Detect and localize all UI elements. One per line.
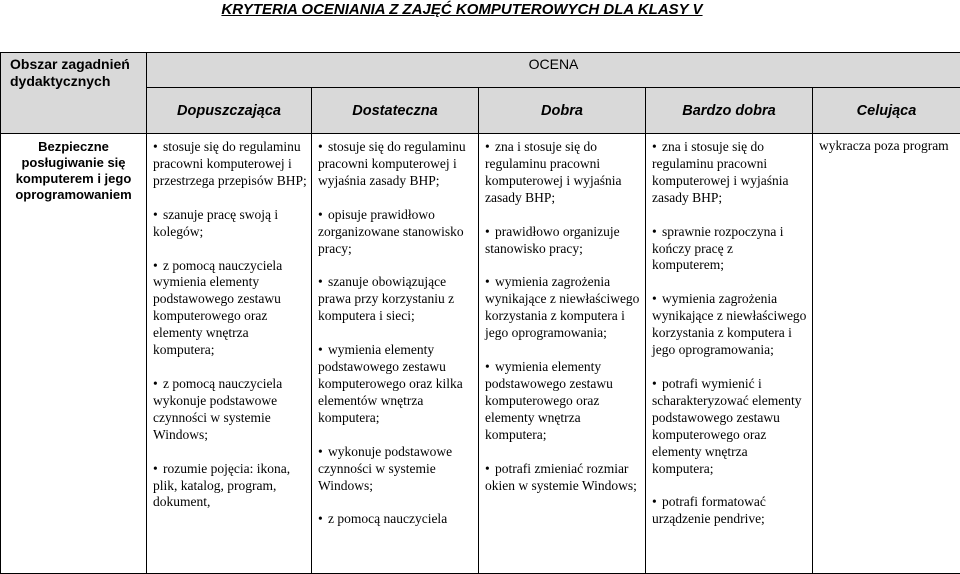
criteria-item: • wymienia zagrożenia wynikające z niewłaściwego korzystania z komputera i jego oprogramowania; — [652, 291, 808, 359]
criteria-cell-celujaca — [813, 134, 960, 574]
criteria-item: • wymienia elementy podstawowego zestawu komputerowego oraz kilka elementów wnętrza komputera; — [318, 342, 474, 427]
criteria-cell-dopuszczajaca — [147, 134, 312, 574]
criteria-item: • opisuje prawidłowo zorganizowane stanowisko pracy; — [318, 207, 474, 258]
criteria-item: • z pomocą nauczyciela — [318, 511, 474, 528]
area-cell: Bezpieczne posługiwanie się komputerem i jego oprogramowaniem — [1, 134, 147, 574]
criteria-cell-dobra — [479, 134, 646, 574]
criteria-cell-dostateczna — [312, 134, 479, 574]
criteria-item: • wymienia zagrożenia wynikające z niewłaściwego korzystania z komputera i jego oprogramowania; — [485, 274, 641, 342]
criteria-item: • sprawnie rozpoczyna i kończy pracę z komputerem; — [652, 224, 808, 275]
criteria-item: • zna i stosuje się do regulaminu pracowni komputerowej i wyjaśnia zasady BHP; — [485, 139, 641, 207]
grade-header-bardzo-dobra: Bardzo dobra — [646, 88, 813, 134]
criteria-item: • wykonuje podstawowe czynności w systemie Windows; — [318, 444, 474, 495]
criteria-item: • rozumie pojęcia: ikona, plik, katalog, program, dokument, — [153, 461, 307, 512]
document-title: KRYTERIA OCENIANIA Z ZAJĘĆ KOMPUTEROWYCH DLA KLASY V — [0, 0, 924, 18]
grade-header-celujaca: Celująca — [813, 88, 960, 134]
criteria-item: • zna i stosuje się do regulaminu pracowni komputerowej i wyjaśnia zasady BHP; — [652, 139, 808, 207]
criteria-item: • potrafi zmieniać rozmiar okien w systemie Windows; — [485, 461, 641, 495]
grade-header-dostateczna: Dostateczna — [312, 88, 479, 134]
criteria-item: • z pomocą nauczyciela wykonuje podstawowe czynności w systemie Windows; — [153, 376, 307, 444]
criteria-item: • potrafi wymienić i scharakteryzować elementy podstawowego zestawu komputerowego oraz elementy wnętrza komputera; — [652, 376, 808, 477]
criteria-item: • potrafi formatować urządzenie pendrive; — [652, 494, 808, 528]
area-column-header: Obszar zagadnień dydaktycznych — [1, 53, 147, 134]
criteria-item: • wymienia elementy podstawowego zestawu komputerowego oraz elementy wnętrza komputera; — [485, 359, 641, 444]
criteria-item: • prawidłowo organizuje stanowisko pracy; — [485, 224, 641, 258]
criteria-celujaca-text: wykracza poza program — [813, 134, 960, 155]
criteria-item: • szanuje obowiązujące prawa przy korzystaniu z komputera i sieci; — [318, 274, 474, 325]
ocena-header: OCENA — [147, 53, 960, 88]
criteria-table — [0, 52, 960, 574]
criteria-cell-bardzo-dobra — [646, 134, 813, 574]
grade-header-dopuszczajaca: Dopuszczająca — [147, 88, 312, 134]
grade-header-dobra: Dobra — [479, 88, 646, 134]
criteria-item: • stosuje się do regulaminu pracowni komputerowej i przestrzega przepisów BHP; — [153, 139, 307, 190]
criteria-item: • z pomocą nauczyciela wymienia elementy podstawowego zestawu komputerowego oraz elementy wnętrza komputera; — [153, 258, 307, 359]
criteria-item: • stosuje się do regulaminu pracowni komputerowej i wyjaśnia zasady BHP; — [318, 139, 474, 190]
criteria-item: • szanuje pracę swoją i kolegów; — [153, 207, 307, 241]
